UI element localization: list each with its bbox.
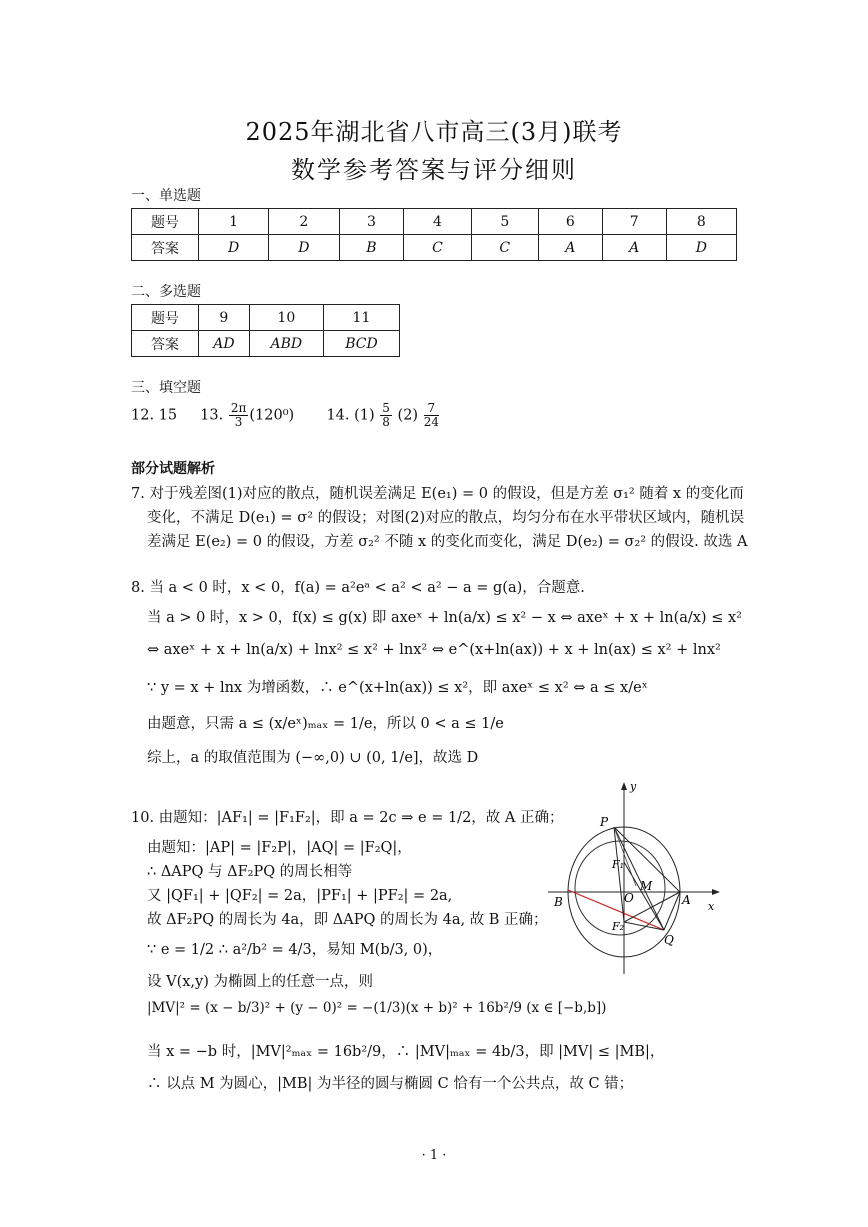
answer-cell: D xyxy=(666,235,736,261)
table-row xyxy=(132,305,400,331)
table-header-cell: 题号 xyxy=(132,305,199,331)
question-number: 4 xyxy=(404,209,471,235)
label-f1: F₁ xyxy=(612,858,625,871)
page-subtitle: 数学参考答案与评分细则 xyxy=(291,156,577,184)
x-axis-arrow xyxy=(712,889,720,895)
label-p: P xyxy=(600,815,609,829)
ellipse-figure xyxy=(548,778,728,978)
q10-line: 10. 由题知：|AF₁| = |F₁F₂|，即 a = 2c ⇒ e = 1/2，故 A 正确； xyxy=(131,810,564,826)
label-y: y xyxy=(630,780,637,793)
label-b: B xyxy=(554,895,563,909)
page-number: · 1 · xyxy=(421,1148,447,1163)
question-number: 10 xyxy=(249,305,323,331)
label-x: x xyxy=(708,900,715,913)
question-number: 8 xyxy=(666,209,736,235)
q14-b-denominator: 24 xyxy=(423,415,439,429)
answer-cell: C xyxy=(471,235,538,261)
answer-cell: ABD xyxy=(249,331,323,357)
label-m: M xyxy=(640,879,653,893)
segment-pq xyxy=(614,827,664,930)
q10-line: 故 ΔF₂PQ 的周长为 4a，即 ΔAPQ 的周长为 4a, 故 B 正确； xyxy=(147,912,548,928)
q13-numerator: 2π xyxy=(230,401,247,415)
q7-line: 差满足 E(e₂) = 0 的假设，方差 σ₂² 不随 x 的变化而变化，满足 D(e₂) = σ₂² 的假设. 故选 A xyxy=(147,534,748,550)
q10-line: 设 V(x,y) 为椭圆上的任意一点，则 xyxy=(147,974,373,990)
fill-blank-answers xyxy=(131,402,440,429)
q8-line: 当 a > 0 时，x > 0，f(x) ≤ g(x) 即 axeˣ + ln(a/x) ≤ x² − x ⇔ axeˣ + x + ln(a/x) ≤ x² xyxy=(147,610,742,626)
q14-a-denominator: 8 xyxy=(382,415,390,429)
answer-cell: AD xyxy=(199,331,250,357)
q8-line: 由题意，只需 a ≤ (x/eˣ)ₘₐₓ = 1/e，所以 0 < a ≤ 1/e xyxy=(147,716,504,732)
q13-denominator: 3 xyxy=(234,415,243,429)
question-number: 11 xyxy=(323,305,399,331)
question-number: 7 xyxy=(602,209,666,235)
q14-fraction-a xyxy=(380,402,392,429)
q14-mid: (2) xyxy=(397,407,419,424)
q13-tail: (120⁰) xyxy=(249,407,295,424)
q12-answer: 12. 15 xyxy=(131,407,178,424)
q10-line: ∴ 以点 M 为圆心，|MB| 为半径的圆与椭圆 C 恰有一个公共点，故 C 错； xyxy=(147,1076,634,1092)
question-number: 5 xyxy=(471,209,538,235)
q10-line: 当 x = −b 时，|MV|²ₘₐₓ = 16b²/9，∴ |MV|ₘₐₓ = 4b/3，即 |MV| ≤ |MB|， xyxy=(147,1044,665,1060)
label-f2: F₂ xyxy=(612,920,625,933)
q10-line: 由题知：|AP| = |F₂P|，|AQ| = |F₂Q|， xyxy=(147,840,412,856)
q8-line: ∵ y = x + lnx 为增函数，∴ e^(x+ln(ax)) ≤ x²，即 axeˣ ≤ x² ⇔ a ≤ x/eˣ xyxy=(147,680,648,696)
label-o: O xyxy=(624,891,634,905)
q7-line: 变化，不满足 D(e₁) = σ² 的假设；对图(2)对应的散点，均匀分布在水平带状区域内，随机误 xyxy=(147,510,745,526)
table-header-cell: 答案 xyxy=(132,235,199,261)
analysis-heading: 部分试题解析 xyxy=(131,461,215,477)
answer-cell: A xyxy=(538,235,602,261)
q10-line: 又 |QF₁| + |QF₂| = 2a，|PF₁| + |PF₂| = 2a, xyxy=(147,888,453,904)
q7-line: 7. 对于残差图(1)对应的散点，随机误差满足 E(e₁) = 0 的假设，但是方差 σ₁² 随着 x 的变化而 xyxy=(131,486,744,502)
answer-cell: BCD xyxy=(323,331,399,357)
question-number: 3 xyxy=(339,209,404,235)
table-row xyxy=(132,209,737,235)
question-number: 2 xyxy=(269,209,339,235)
table-row xyxy=(132,331,400,357)
q14-label: 14. (1) xyxy=(326,407,375,424)
page-title: 2025年湖北省八市高三(3月)联考 xyxy=(245,118,623,146)
q13-label: 13. xyxy=(200,407,224,424)
q8-line: ⇔ axeˣ + x + ln(a/x) + lnx² ≤ x² + lnx² ⇔ e^(x+ln(ax)) + x + ln(ax) ≤ x² + lnx² xyxy=(147,642,721,658)
q8-line: 8. 当 a < 0 时，x < 0，f(a) = a²eᵃ < a² < a² − a = g(a)，合题意. xyxy=(131,580,585,596)
answer-cell: D xyxy=(269,235,339,261)
table-row xyxy=(132,235,737,261)
q13-fraction xyxy=(229,402,249,429)
q14-a-numerator: 5 xyxy=(382,401,390,415)
label-q: Q xyxy=(664,933,674,947)
y-axis-arrow xyxy=(621,782,627,790)
q8-line: 综上，a 的取值范围为 (−∞,0) ∪ (0, 1/e]，故选 D xyxy=(147,750,479,766)
answer-cell: C xyxy=(404,235,471,261)
question-number: 9 xyxy=(199,305,250,331)
q14-b-numerator: 7 xyxy=(424,402,439,416)
single-choice-table xyxy=(131,208,737,261)
table-header-cell: 答案 xyxy=(132,331,199,357)
q10-line: |MV|² = (x − b/3)² + (y − 0)² = −(1/3)(x + b)² + 16b²/9 (x ∈ [−b,b]) xyxy=(147,1000,607,1016)
question-number: 1 xyxy=(199,209,269,235)
table-header-cell: 题号 xyxy=(132,209,199,235)
label-a: A xyxy=(682,893,691,907)
q14-fraction-b xyxy=(424,402,439,429)
question-number: 6 xyxy=(538,209,602,235)
multi-choice-table xyxy=(131,304,400,357)
answer-cell: D xyxy=(199,235,269,261)
q10-line: ∵ e = 1/2 ∴ a²/b² = 4/3，易知 M(b/3, 0)， xyxy=(147,942,443,958)
section-fill-blank-heading: 三、填空题 xyxy=(131,380,201,396)
section-single-choice-heading: 一、单选题 xyxy=(131,188,201,204)
answer-cell: B xyxy=(339,235,404,261)
answer-cell: A xyxy=(602,235,666,261)
q10-line: ∴ ΔAPQ 与 ΔF₂PQ 的周长相等 xyxy=(147,864,353,880)
segment-f2q xyxy=(624,922,664,930)
section-multi-choice-heading: 二、多选题 xyxy=(131,284,201,300)
